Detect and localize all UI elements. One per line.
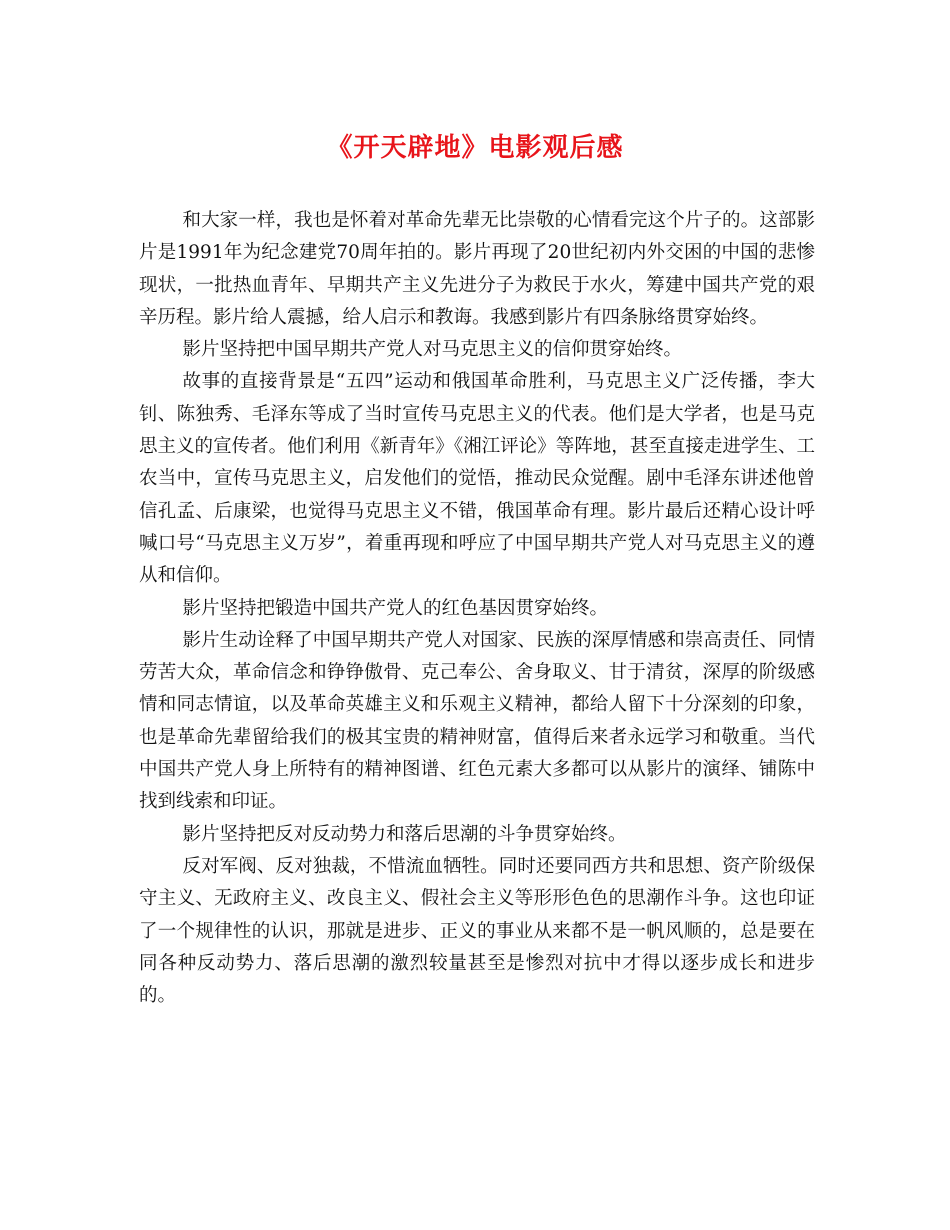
- paragraph: 影片生动诠释了中国早期共产党人对国家、民族的深厚情感和崇高责任、同情劳苦大众，革命信念和铮铮傲骨、克己奉公、舍身取义、甘于清贫，深厚的阶级感情和同志情谊，以及革命英雄主义和乐观主义精神，都给人留下十分深刻的印象，也是革命先辈留给我们的极其宝贵的精神财富，值得后来者永远学习和敬重。当代中国共产党人身上所特有的精神图谱、红色元素大多都可以从影片的演绎、铺陈中找到线索和印证。: [139, 629, 815, 813]
- paragraph: 和大家一样，我也是怀着对革命先辈无比崇敬的心情看完这个片子的。这部影片是1991年为纪念建党70周年拍的。影片再现了20世纪初内外交困的中国的悲惨现状，一批热血青年、早期共产主义先进分子为救民于水火，筹建中国共产党的艰辛历程。影片给人震撼，给人启示和教诲。我感到影片有四条脉络贯穿始终。: [139, 210, 815, 328]
- document-body: [139, 205, 815, 1012]
- paragraph: 影片坚持把锻造中国共产党人的红色基因贯穿始终。: [182, 597, 608, 619]
- paragraph: 影片坚持把反对反动势力和落后思潮的斗争贯穿始终。: [182, 823, 627, 845]
- paragraph: 影片坚持把中国早期共产党人对马克思主义的信仰贯穿始终。: [182, 339, 682, 361]
- paragraph: 反对军阀、反对独裁，不惜流血牺牲。同时还要同西方共和思想、资产阶级保守主义、无政府主义、改良主义、假社会主义等形形色色的思潮作斗争。这也印证了一个规律性的认识，那就是进步、正义的事业从来都不是一帆风顺的，总是要在同各种反动势力、落后思潮的激烈较量甚至是惨烈对抗中才得以逐步成长和进步的。: [139, 855, 815, 1007]
- document-title: 《开天辟地》电影观后感: [326, 133, 624, 163]
- paragraph: 故事的直接背景是“五四”运动和俄国革命胜利，马克思主义广泛传播，李大钊、陈独秀、毛泽东等成了当时宣传马克思主义的代表。他们是大学者，也是马克思主义的宣传者。他们利用《新青年》《湘江评论》等阵地，甚至直接走进学生、工农当中，宣传马克思主义，启发他们的觉悟，推动民众觉醒。剧中毛泽东讲述他曾信孔孟、后康梁，也觉得马克思主义不错，俄国革命有理。影片最后还精心设计呼喊口号“马克思主义万岁”，着重再现和呼应了中国早期共产党人对马克思主义的遵从和信仰。: [139, 371, 815, 587]
